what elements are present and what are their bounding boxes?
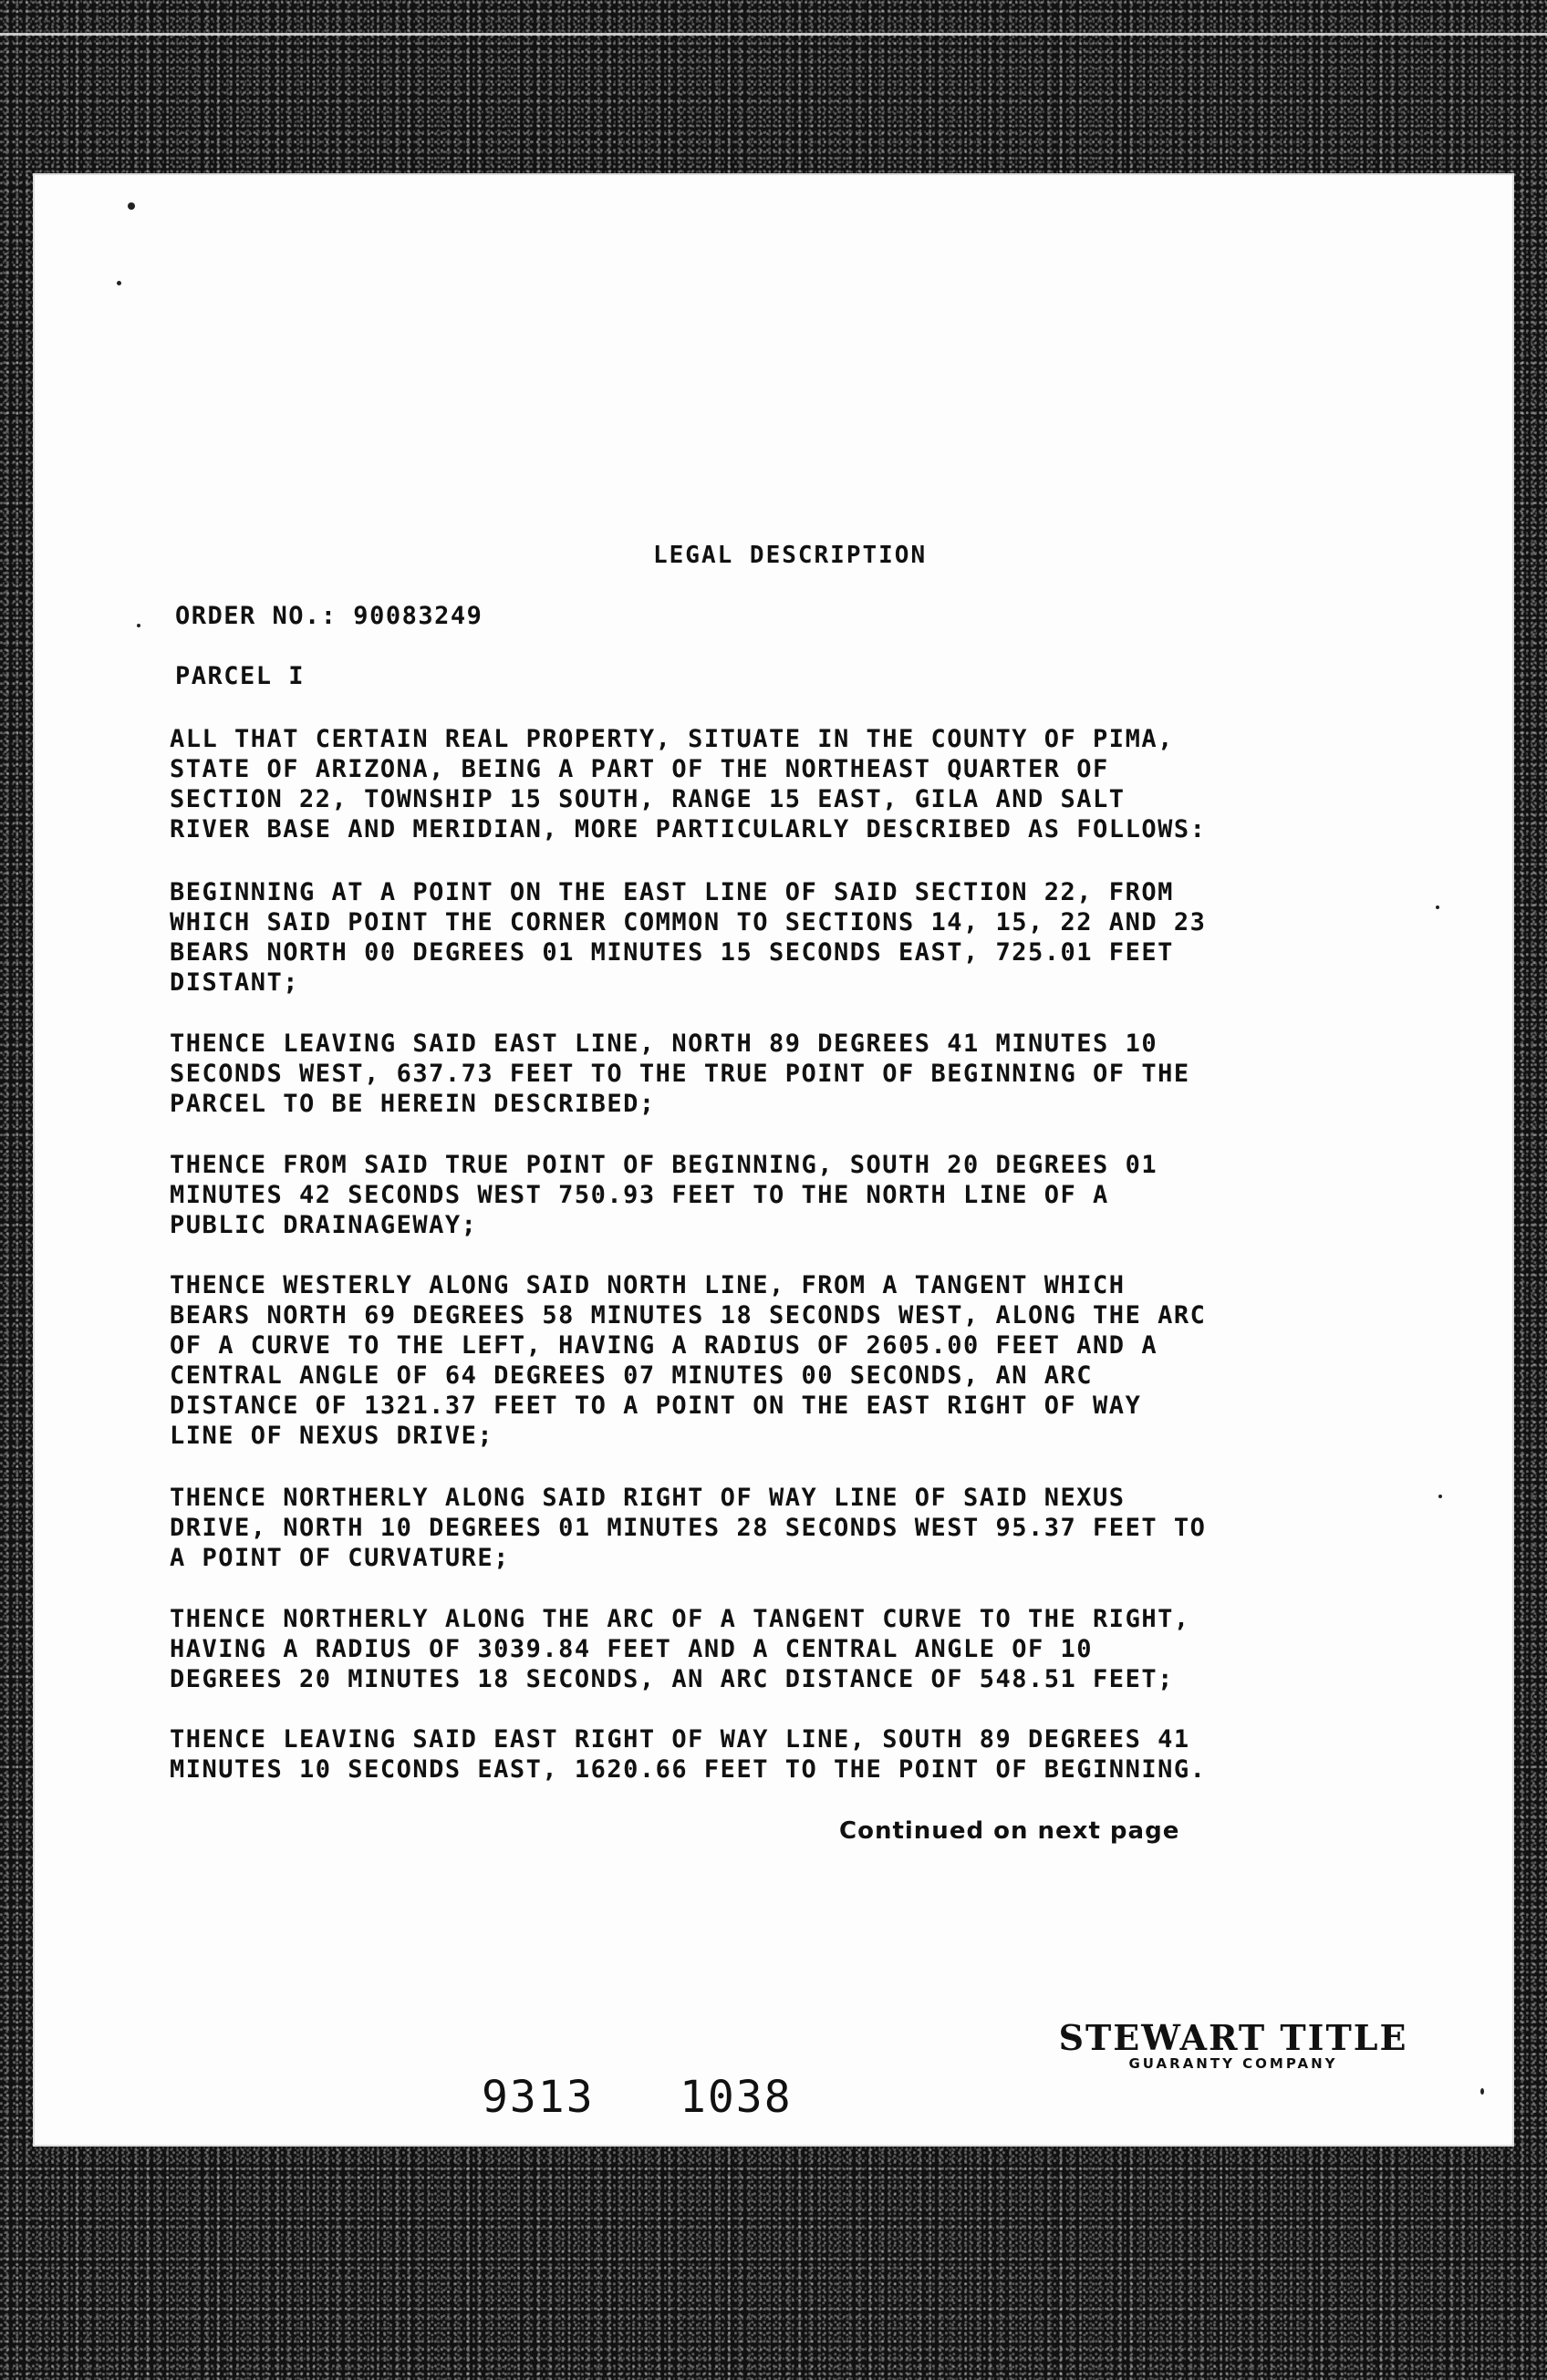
paragraph-beginning: BEGINNING AT A POINT ON THE EAST LINE OF SAID SECTION 22, FROM WHICH SAID POINT THE CORNER COMMON TO SECTIONS 14, 15, 22 AND 23 BEARS NORTH 00 DEGREES 01 MINUTES 15 SECONDS EAST, 725.01 FEET DISTANT; xyxy=(170,878,1207,997)
scan-edge-line xyxy=(0,33,1547,36)
scan-speck xyxy=(1438,1495,1442,1498)
paragraph-northerly: THENCE NORTHERLY ALONG SAID RIGHT OF WAY LINE OF SAID NEXUS DRIVE, NORTH 10 DEGREES 01 MINUTES 28 SECONDS WEST 95.37 FEET TO A POINT OF CURVATURE; xyxy=(170,1484,1207,1572)
paragraph-westerly: THENCE WESTERLY ALONG SAID NORTH LINE, FROM A TANGENT WHICH BEARS NORTH 69 DEGREES 58 MINUTES 18 SECONDS WEST, ALONG THE ARC OF A CURVE TO THE LEFT, HAVING A RADIUS OF 2605.00 FEET AND A CENTRAL ANGLE OF 64 DEGREES 07 MINUTES 00 SECONDS, AN ARC DISTANCE OF 1321.37 FEET TO A POINT ON THE EAST RIGHT OF WAY LINE OF NEXUS DRIVE; xyxy=(170,1271,1207,1450)
recording-book-number: 9313 xyxy=(482,2072,595,2123)
parcel-heading: PARCEL I xyxy=(175,662,306,690)
scan-speck xyxy=(128,202,135,210)
paragraph-east-line: THENCE LEAVING SAID EAST LINE, NORTH 89 DEGREES 41 MINUTES 10 SECONDS WEST, 637.73 FEET TO THE TRUE POINT OF BEGINNING OF THE PARCEL TO BE HEREIN DESCRIBED; xyxy=(170,1030,1190,1118)
scan-speck xyxy=(137,624,140,627)
scan-speck xyxy=(1436,905,1439,909)
recording-page-number: 1038 xyxy=(680,2072,793,2123)
paragraph-arc: THENCE NORTHERLY ALONG THE ARC OF A TANGENT CURVE TO THE RIGHT, HAVING A RADIUS OF 3039.84 FEET AND A CENTRAL ANGLE OF 10 DEGREES 20 MINUTES 18 SECONDS, AN ARC DISTANCE OF 548.51 FEET; xyxy=(170,1605,1190,1693)
paragraph-closing: THENCE LEAVING SAID EAST RIGHT OF WAY LINE, SOUTH 89 DEGREES 41 MINUTES 10 SECONDS EAST, 1620.66 FEET TO THE POINT OF BEGINNING. xyxy=(170,1725,1207,1784)
scan-speck xyxy=(117,281,121,285)
scan-speck xyxy=(1480,2088,1484,2095)
paragraph-true-point: THENCE FROM SAID TRUE POINT OF BEGINNING, SOUTH 20 DEGREES 01 MINUTES 42 SECONDS WEST 750.93 FEET TO THE NORTH LINE OF A PUBLIC DRAINAGEWAY; xyxy=(170,1151,1158,1239)
company-logo-subtitle: GUARANTY COMPANY xyxy=(1128,2055,1338,2072)
paragraph-property: ALL THAT CERTAIN REAL PROPERTY, SITUATE IN THE COUNTY OF PIMA, STATE OF ARIZONA, BEING A PART OF THE NORTHEAST QUARTER OF SECTION 22, TOWNSHIP 15 SOUTH, RANGE 15 EAST, GILA AND SALT RIVER BASE AND MERIDIAN, MORE PARTICULARLY DESCRIBED AS FOLLOWS: xyxy=(170,725,1207,843)
document-title: LEGAL DESCRIPTION xyxy=(653,542,928,569)
order-number: ORDER NO.: 90083249 xyxy=(175,602,483,630)
continued-note: Continued on next page xyxy=(839,1817,1180,1845)
company-logo: STEWART TITLE xyxy=(1058,2017,1408,2058)
